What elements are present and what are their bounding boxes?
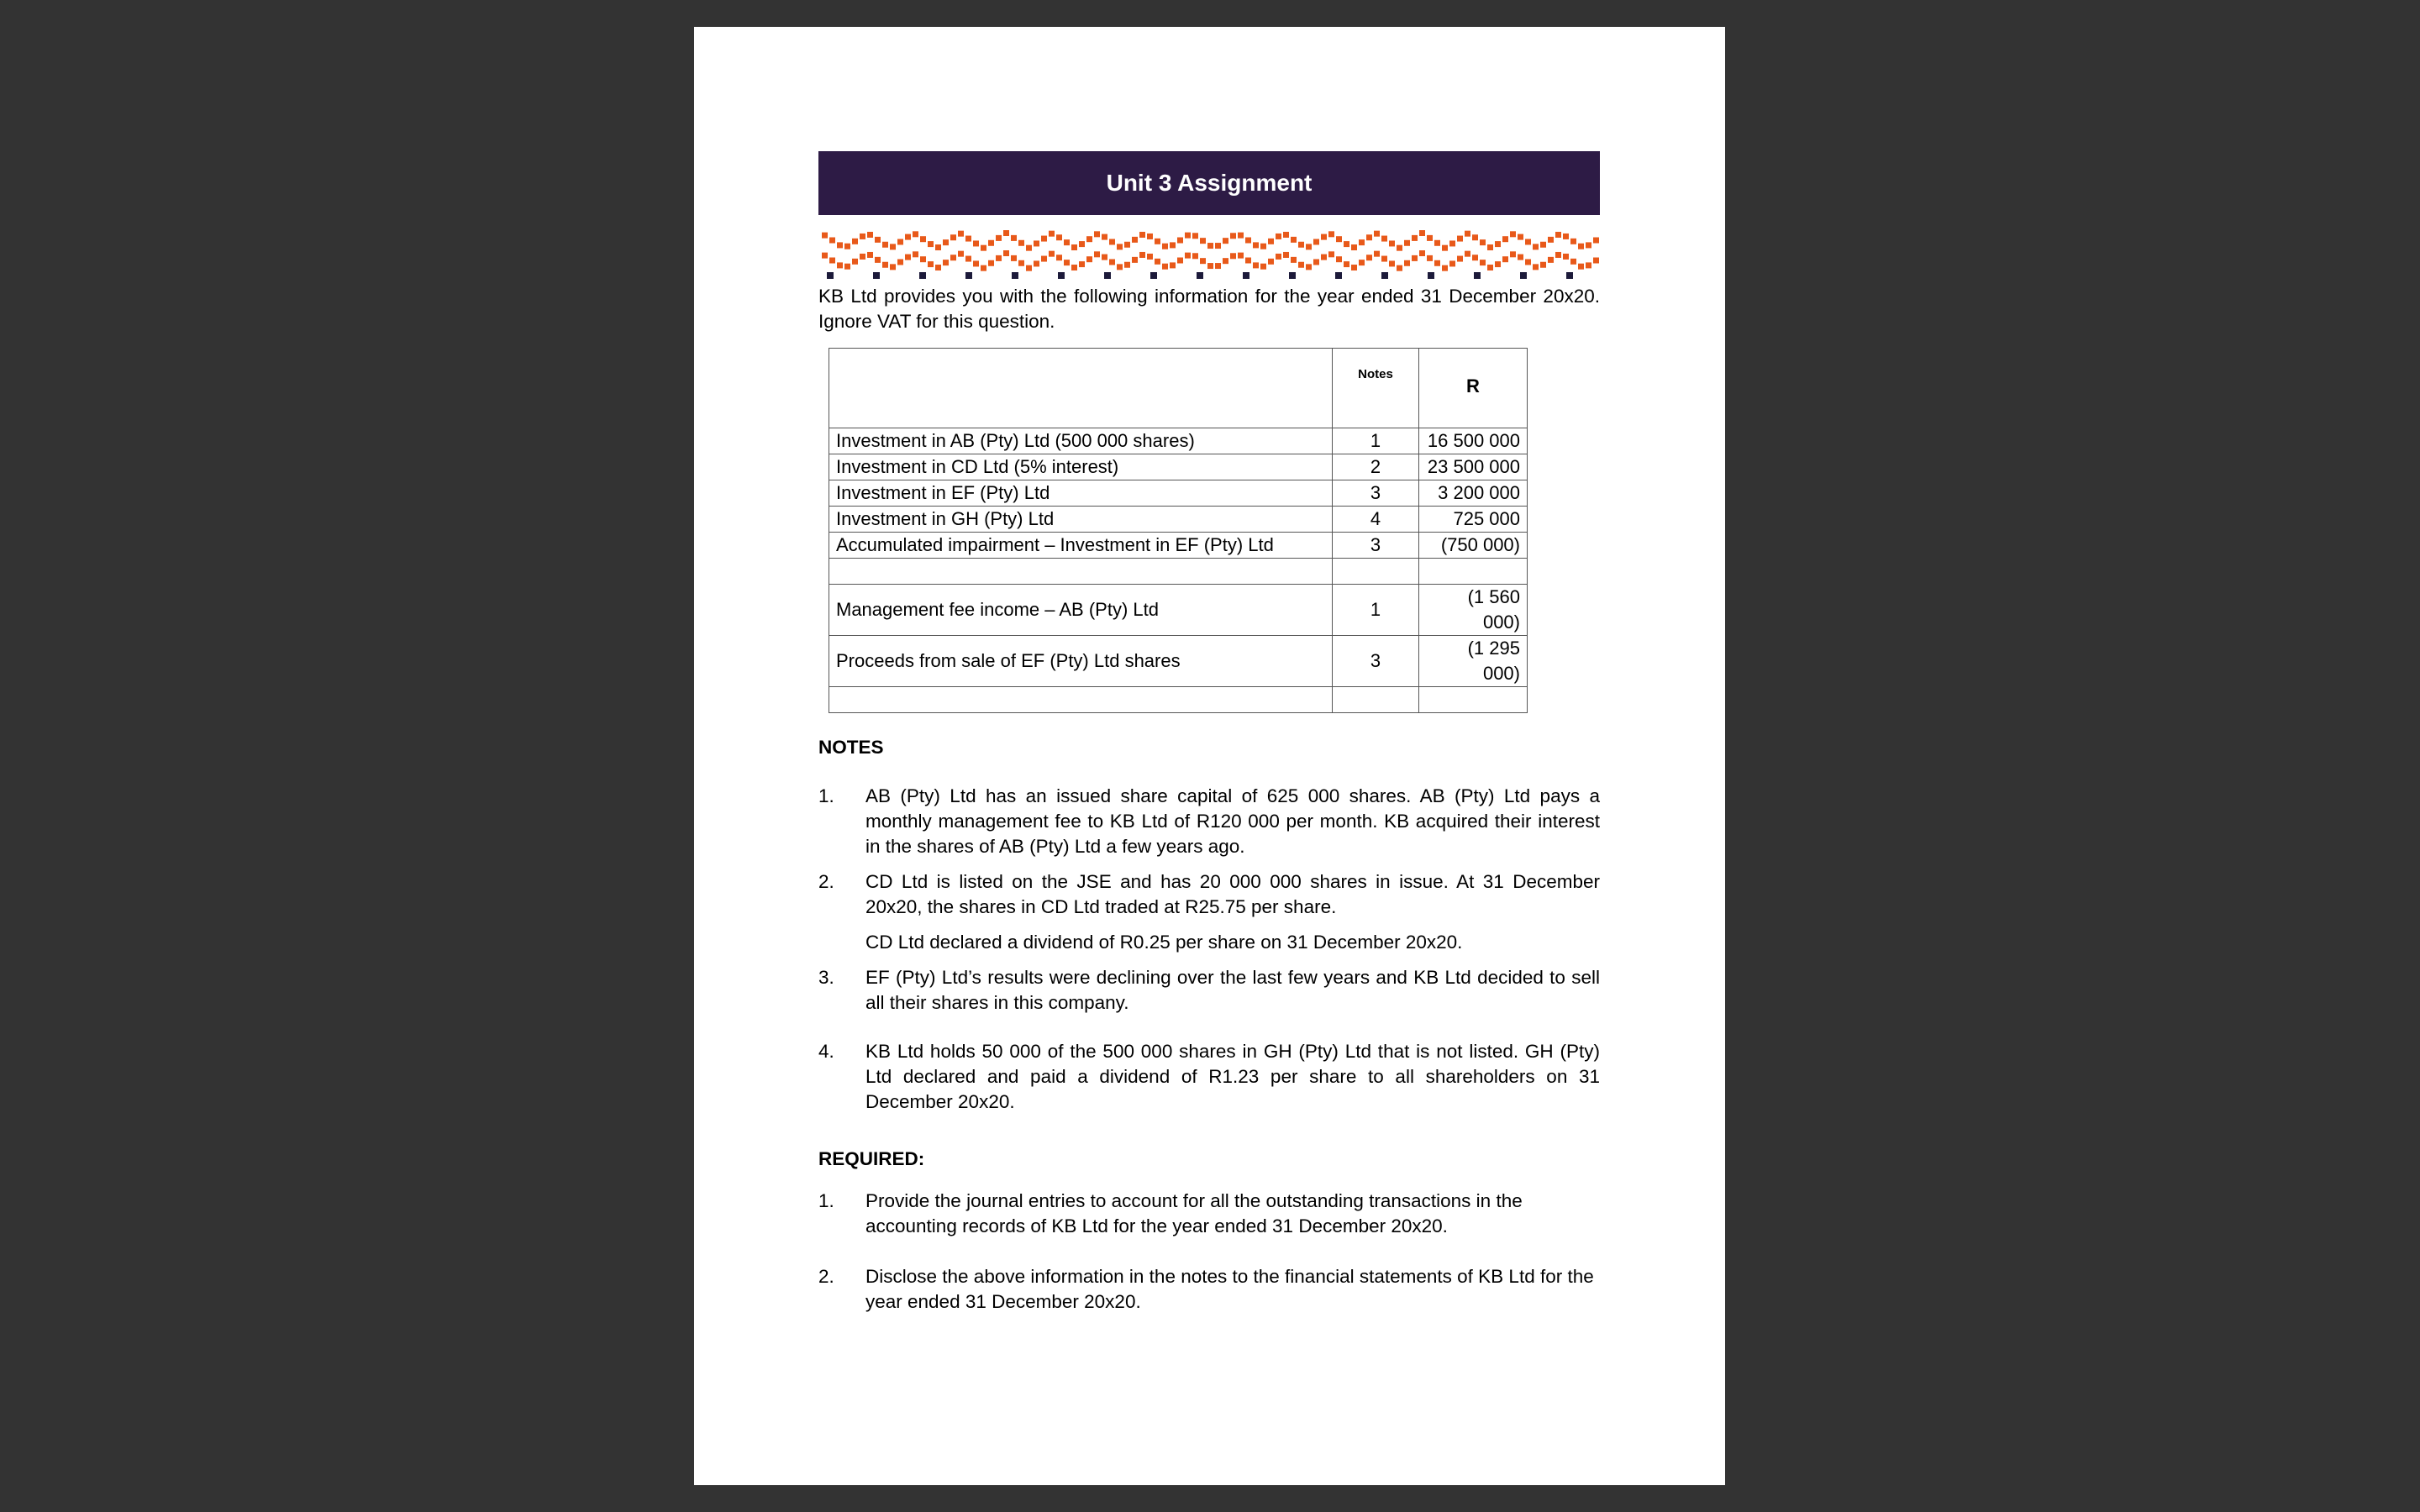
pattern-square <box>958 231 964 237</box>
row-note-cell <box>1333 559 1419 585</box>
row-amount-cell: 23 500 000 <box>1419 454 1528 480</box>
pattern-square <box>1283 252 1289 258</box>
row-note-cell: 4 <box>1333 507 1419 533</box>
pattern-square <box>905 255 911 260</box>
pattern-square <box>981 245 986 251</box>
pattern-square <box>1003 230 1009 236</box>
pattern-square <box>1071 244 1077 250</box>
row-description-cell: Accumulated impairment – Investment in EF (Pty) Ltd <box>829 533 1333 559</box>
pattern-square <box>1192 253 1198 259</box>
pattern-square <box>1540 242 1546 248</box>
intro-paragraph: KB Ltd provides you with the following information for the year ended 31 December 20x20. Ignore VAT for this question. <box>818 286 1600 332</box>
pattern-square <box>996 235 1002 241</box>
pattern-square <box>1412 235 1418 241</box>
pattern-square <box>1049 251 1055 257</box>
pattern-square <box>973 260 979 266</box>
pattern-square <box>1018 240 1024 246</box>
pattern-square <box>1359 260 1365 265</box>
required-number: 1. <box>818 1190 834 1211</box>
note-item-4 <box>818 1039 1600 1115</box>
pattern-square <box>860 254 865 260</box>
pattern-square <box>897 259 903 265</box>
pattern-square <box>1525 239 1531 244</box>
required-list <box>818 1189 1600 1315</box>
pattern-square <box>1321 234 1327 240</box>
pattern-square <box>890 244 896 249</box>
pattern-square <box>1245 238 1251 244</box>
page-title: Unit 3 Assignment <box>1106 170 1313 196</box>
pattern-dot <box>1381 272 1388 279</box>
pattern-square <box>920 256 926 262</box>
pattern-square <box>1056 255 1062 260</box>
pattern-square <box>1593 258 1599 264</box>
pattern-square <box>1268 239 1274 244</box>
pattern-square <box>1502 256 1508 262</box>
pattern-dot <box>1289 272 1296 279</box>
pattern-square <box>1162 264 1168 270</box>
pattern-square <box>1495 261 1501 267</box>
pattern-square <box>875 257 881 263</box>
pattern-square <box>1034 260 1039 266</box>
page-content <box>818 151 1600 1315</box>
pattern-dot <box>1520 272 1527 279</box>
note-number: 3. <box>818 967 834 988</box>
pattern-square <box>1139 252 1145 258</box>
pattern-square <box>829 238 835 244</box>
note-item-1 <box>818 784 1600 859</box>
pattern-square <box>1086 236 1092 242</box>
pattern-square <box>844 264 850 270</box>
decorative-zigzag-pattern <box>818 225 1600 281</box>
pattern-square <box>988 260 994 266</box>
pattern-square <box>1230 233 1236 239</box>
pattern-square <box>1480 260 1486 265</box>
pattern-square <box>1578 264 1584 270</box>
pattern-square <box>1177 258 1183 264</box>
pattern-square <box>1041 236 1047 242</box>
pattern-square <box>1465 251 1470 257</box>
pattern-square <box>1094 231 1100 237</box>
pattern-square <box>1336 256 1342 262</box>
pattern-square <box>1253 242 1259 248</box>
pattern-square <box>1056 234 1062 240</box>
pattern-square <box>1374 251 1380 257</box>
pattern-square <box>1049 231 1055 237</box>
pattern-square <box>1276 254 1281 260</box>
note-text: KB Ltd holds 50 000 of the 500 000 shares in GH (Pty) Ltd that is not listed. GH (Pty) Ltd declared and paid a dividend of R1.23 per share to all shareholders on 31 December 20x20. <box>865 1041 1600 1112</box>
pattern-square <box>852 259 858 265</box>
pattern-square <box>1540 262 1546 268</box>
pattern-square <box>1457 256 1463 262</box>
pattern-square <box>1215 243 1221 249</box>
pattern-square <box>867 232 873 238</box>
pattern-square <box>958 251 964 257</box>
pattern-square <box>1109 239 1115 244</box>
pattern-square <box>1555 232 1561 238</box>
table-row <box>829 636 1528 687</box>
pattern-square <box>1155 239 1160 244</box>
row-amount-cell: 16 500 000 <box>1419 428 1528 454</box>
investment-table <box>829 348 1528 713</box>
pattern-square <box>973 240 979 246</box>
pattern-dot <box>919 272 926 279</box>
pattern-square <box>1306 244 1312 249</box>
row-description-cell <box>829 559 1333 585</box>
table-row <box>829 559 1528 585</box>
pattern-square <box>1124 242 1130 248</box>
pattern-square <box>1215 263 1221 269</box>
pattern-square <box>1041 256 1047 262</box>
pattern-square <box>1003 250 1009 256</box>
pattern-square <box>1102 234 1107 240</box>
pattern-square <box>1351 244 1357 250</box>
pattern-square <box>928 241 934 247</box>
pattern-square <box>981 265 986 271</box>
row-description-cell: Investment in GH (Pty) Ltd <box>829 507 1333 533</box>
pattern-square <box>1230 253 1236 259</box>
pattern-square <box>988 240 994 246</box>
pattern-square <box>1359 239 1365 245</box>
pattern-square <box>1404 240 1410 246</box>
pattern-square <box>1207 263 1213 269</box>
pattern-square <box>1109 259 1115 265</box>
pattern-dot <box>1243 272 1249 279</box>
pattern-dot <box>1566 272 1573 279</box>
row-description-cell: Investment in CD Ltd (5% interest) <box>829 454 1333 480</box>
pattern-square <box>1586 242 1591 248</box>
pattern-dot <box>827 272 834 279</box>
pattern-square <box>1593 238 1599 244</box>
pattern-square <box>920 236 926 242</box>
pattern-square <box>1397 245 1402 251</box>
pattern-dot <box>965 272 972 279</box>
pattern-square <box>1162 244 1168 249</box>
pattern-square <box>1026 265 1032 271</box>
pattern-square <box>1132 237 1138 243</box>
title-banner <box>818 151 1600 215</box>
row-description-cell: Investment in AB (Pty) Ltd (500 000 shares) <box>829 428 1333 454</box>
pattern-square <box>837 242 843 248</box>
pattern-square <box>1366 234 1372 240</box>
pattern-square <box>1170 242 1176 248</box>
pattern-square <box>1548 257 1554 263</box>
pattern-square <box>1223 258 1228 264</box>
pattern-square <box>943 239 949 245</box>
pattern-square <box>1487 244 1493 250</box>
pattern-square <box>1064 239 1070 245</box>
notes-heading: NOTES <box>818 737 884 758</box>
pattern-square <box>1434 260 1440 266</box>
note-item-2 <box>818 869 1600 920</box>
pattern-square <box>1011 235 1017 241</box>
pattern-square <box>1124 262 1130 268</box>
row-amount-cell: 3 200 000 <box>1419 480 1528 507</box>
pattern-square <box>1442 245 1448 251</box>
pattern-square <box>829 258 835 264</box>
note-number: 2. <box>818 871 834 892</box>
pattern-square <box>950 234 956 240</box>
pattern-square <box>1570 259 1576 265</box>
pattern-square <box>1397 265 1402 271</box>
pattern-square <box>1419 230 1425 236</box>
pattern-square <box>1276 234 1281 239</box>
pattern-square <box>913 231 918 237</box>
pattern-square <box>943 260 949 265</box>
pattern-square <box>1427 255 1433 261</box>
pattern-square <box>1389 260 1395 266</box>
note-number: 4. <box>818 1041 834 1062</box>
pattern-square <box>822 253 828 259</box>
pattern-square <box>1404 260 1410 266</box>
pattern-square <box>1200 238 1206 244</box>
header-amount-cell: R <box>1419 349 1528 428</box>
pattern-square <box>837 262 843 268</box>
pattern-square <box>1472 234 1478 240</box>
pattern-square <box>1449 260 1455 266</box>
pattern-square <box>1502 236 1508 242</box>
pattern-square <box>1321 255 1327 260</box>
pattern-square <box>1548 237 1554 243</box>
pattern-square <box>1298 262 1304 268</box>
pattern-square <box>897 239 903 244</box>
pattern-square <box>1533 264 1539 270</box>
pattern-square <box>822 233 828 239</box>
pattern-square <box>1086 256 1092 262</box>
table-row <box>829 428 1528 454</box>
pattern-square <box>1495 241 1501 247</box>
pattern-square <box>1518 255 1523 260</box>
pattern-square <box>1011 255 1017 261</box>
note-text: CD Ltd is listed on the JSE and has 20 000 000 shares in issue. At 31 December 20x20, the shares in CD Ltd traded at R25.75 per share. <box>865 871 1600 917</box>
note-item-3 <box>818 965 1600 1016</box>
pattern-dot <box>1058 272 1065 279</box>
row-note-cell: 1 <box>1333 585 1419 636</box>
row-description-cell: Proceeds from sale of EF (Pty) Ltd shares <box>829 636 1333 687</box>
pattern-square <box>1427 235 1433 241</box>
header-notes-cell: Notes <box>1333 349 1419 428</box>
pattern-square <box>1185 233 1191 239</box>
pattern-square <box>1200 258 1206 264</box>
pattern-square <box>1570 239 1576 244</box>
pattern-square <box>1510 231 1516 237</box>
pattern-square <box>1291 257 1297 263</box>
pattern-square <box>1419 250 1425 256</box>
pattern-square <box>1094 251 1100 257</box>
pattern-square <box>1283 232 1289 238</box>
pattern-square <box>1034 240 1039 246</box>
pattern-square <box>1117 264 1123 270</box>
pattern-square <box>1578 244 1584 249</box>
pattern-square <box>1064 260 1070 265</box>
pattern-square <box>1117 244 1123 249</box>
pattern-square <box>1510 251 1516 257</box>
pattern-square <box>844 244 850 249</box>
pattern-square <box>1260 264 1266 270</box>
pattern-square <box>1155 259 1160 265</box>
pattern-square <box>928 261 934 267</box>
pattern-square <box>852 239 858 244</box>
table-row <box>829 454 1528 480</box>
pattern-square <box>875 237 881 243</box>
pattern-square <box>1260 244 1266 249</box>
row-note-cell <box>1333 687 1419 713</box>
pattern-square <box>1449 240 1455 246</box>
row-description-cell <box>829 687 1333 713</box>
pattern-square <box>1518 234 1523 240</box>
pattern-square <box>890 264 896 270</box>
pattern-square <box>1487 265 1493 270</box>
row-note-cell: 3 <box>1333 480 1419 507</box>
pattern-square <box>867 252 873 258</box>
pattern-square <box>905 234 911 240</box>
pattern-square <box>1079 261 1085 267</box>
pattern-square <box>1306 264 1312 270</box>
note-text: AB (Pty) Ltd has an issued share capital of 625 000 shares. AB (Pty) Ltd pays a monthly management fee to KB Ltd of R120 000 per month. KB acquired their interest in the shares of AB (Pty) Ltd a few years ago. <box>865 785 1600 857</box>
note-text: EF (Pty) Ltd’s results were declining over the last few years and KB Ltd decided to sell all their shares in this company. <box>865 967 1600 1013</box>
pattern-square <box>1336 236 1342 242</box>
pattern-square <box>1472 255 1478 260</box>
pattern-dot <box>1428 272 1434 279</box>
pattern-square <box>1071 265 1077 270</box>
pattern-square <box>1177 238 1183 244</box>
required-item-2 <box>818 1264 1600 1315</box>
required-number: 2. <box>818 1266 834 1287</box>
note-number: 1. <box>818 785 834 806</box>
pattern-dot <box>1012 272 1018 279</box>
pattern-square <box>1563 234 1569 239</box>
note-item-2-extra <box>818 930 1600 955</box>
required-text: Disclose the above information in the notes to the financial statements of KB Ltd for the year ended 31 December 20x20. <box>865 1266 1594 1312</box>
pattern-square <box>1253 262 1259 268</box>
pattern-square <box>1480 239 1486 245</box>
pattern-square <box>1245 258 1251 264</box>
pattern-square <box>1586 262 1591 268</box>
pattern-square <box>935 244 941 250</box>
pattern-square <box>1442 265 1448 271</box>
pattern-square <box>996 255 1002 261</box>
required-heading: REQUIRED: <box>818 1148 925 1169</box>
row-amount-cell <box>1419 687 1528 713</box>
row-description-cell: Management fee income – AB (Pty) Ltd <box>829 585 1333 636</box>
pattern-square <box>1366 255 1372 260</box>
pattern-square <box>1223 238 1228 244</box>
pattern-square <box>1185 253 1191 259</box>
pattern-square <box>1192 233 1198 239</box>
pattern-square <box>882 262 888 268</box>
header-description-cell <box>829 349 1333 428</box>
document-page <box>694 27 1725 1485</box>
pattern-square <box>1344 241 1349 247</box>
pattern-square <box>1132 257 1138 263</box>
table-row <box>829 533 1528 559</box>
note-text: CD Ltd declared a dividend of R0.25 per share on 31 December 20x20. <box>865 932 1463 953</box>
pattern-square <box>1238 253 1244 259</box>
pattern-square <box>1170 262 1176 268</box>
pattern-square <box>935 265 941 270</box>
pattern-square <box>1079 241 1085 247</box>
pattern-square <box>1381 256 1387 262</box>
pattern-square <box>1102 255 1107 260</box>
row-note-cell: 2 <box>1333 454 1419 480</box>
pattern-square <box>1563 254 1569 260</box>
pattern-square <box>860 234 865 239</box>
pattern-square <box>1238 233 1244 239</box>
pattern-square <box>1434 240 1440 246</box>
table-row <box>829 687 1528 713</box>
pattern-square <box>965 256 971 262</box>
pattern-square <box>1374 231 1380 237</box>
pattern-square <box>1313 239 1319 244</box>
pattern-square <box>1026 245 1032 251</box>
pattern-square <box>1268 259 1274 265</box>
pattern-square <box>1351 265 1357 270</box>
required-item-1 <box>818 1189 1600 1239</box>
row-note-cell: 1 <box>1333 428 1419 454</box>
pattern-square <box>1018 260 1024 266</box>
row-amount-cell: (1 295 000) <box>1419 636 1528 687</box>
row-amount-cell: (750 000) <box>1419 533 1528 559</box>
pattern-square <box>1313 259 1319 265</box>
row-note-cell: 3 <box>1333 636 1419 687</box>
table-row <box>829 507 1528 533</box>
pattern-dot <box>1197 272 1203 279</box>
pattern-dot <box>1150 272 1157 279</box>
pattern-square <box>913 251 918 257</box>
pattern-square <box>1298 242 1304 248</box>
pattern-square <box>1381 236 1387 242</box>
row-description-cell: Investment in EF (Pty) Ltd <box>829 480 1333 507</box>
pattern-square <box>950 255 956 260</box>
table-row <box>829 585 1528 636</box>
pattern-square <box>1555 252 1561 258</box>
row-amount-cell <box>1419 559 1528 585</box>
table-header-row <box>829 349 1528 428</box>
pattern-square <box>1291 237 1297 243</box>
pattern-dot <box>1335 272 1342 279</box>
pattern-square <box>1207 243 1213 249</box>
pattern-square <box>1147 254 1153 260</box>
pattern-square <box>1328 231 1334 237</box>
pattern-square <box>1533 244 1539 249</box>
pattern-square <box>882 242 888 248</box>
pattern-dot <box>873 272 880 279</box>
pattern-square <box>1147 234 1153 239</box>
pattern-square <box>1457 236 1463 242</box>
row-note-cell: 3 <box>1333 533 1419 559</box>
pattern-square <box>1139 232 1145 238</box>
pattern-square <box>965 236 971 242</box>
pattern-square <box>1465 231 1470 237</box>
pattern-dot <box>1474 272 1481 279</box>
row-amount-cell: (1 560 000) <box>1419 585 1528 636</box>
notes-list <box>818 784 1600 1115</box>
pattern-square <box>1344 261 1349 267</box>
pattern-dot <box>1104 272 1111 279</box>
pattern-square <box>1328 251 1334 257</box>
pattern-square <box>1389 240 1395 246</box>
row-amount-cell: 725 000 <box>1419 507 1528 533</box>
pattern-square <box>1412 255 1418 261</box>
pattern-square <box>1525 259 1531 265</box>
required-text: Provide the journal entries to account for all the outstanding transactions in the accounting records of KB Ltd for the year ended 31 December 20x20. <box>865 1190 1523 1236</box>
table-row <box>829 480 1528 507</box>
